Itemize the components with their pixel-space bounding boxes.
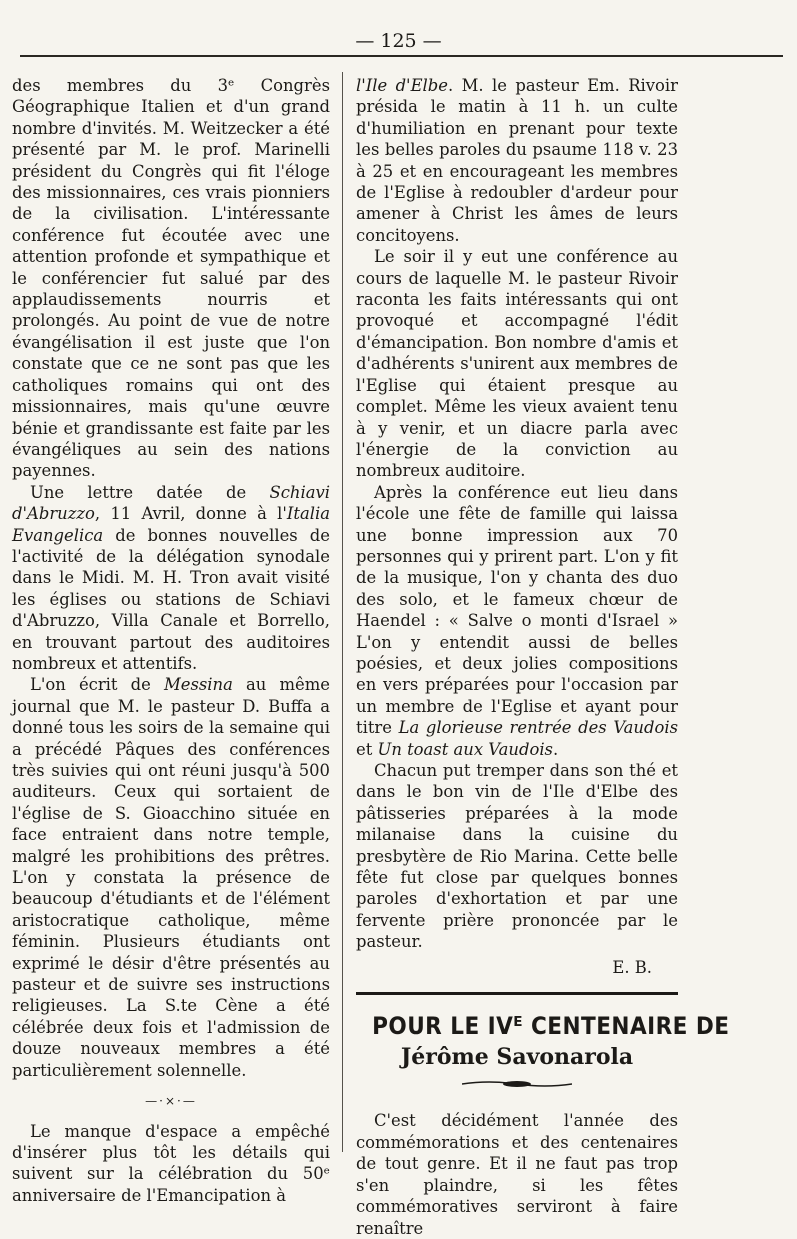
text-span: de bonnes nouvelles de l'activité de la délégation synodale dans le Midi. M. H. Tron avait visité les églises ou stations de Schiavi d'Abruzzo, Villa Canale et Borrello, en trouvant partout des auditoires nombreux et attentifs. bbox=[12, 525, 330, 673]
place-name: Schiavi d'Abruzzo bbox=[12, 482, 330, 524]
column-divider bbox=[342, 72, 343, 1152]
text-span: . bbox=[552, 739, 559, 759]
flourish-icon bbox=[462, 1079, 572, 1089]
section-title: POUR LE IVᴱ CENTENAIRE DE bbox=[372, 1012, 730, 1041]
right-paragraph-3 bbox=[356, 482, 678, 760]
left-paragraph-2 bbox=[12, 482, 330, 675]
text-span: . M. le pasteur Em. Rivoir présida le matin à 11 h. un culte d'humiliation en prenant pour texte les belles paroles du psaume 118 v. 23 à 25 et en encourageant les membres de l'Eglise à redoubler d'ardeur pour amener à Christ les âmes de leurs concitoyens. bbox=[356, 76, 678, 245]
separator-ornament: —·×·— bbox=[145, 1094, 197, 1109]
section-subtitle: Jérôme Savonarola bbox=[400, 1044, 634, 1071]
text-span: Après la conférence eut lieu dans l'école une fête de famille qui laissa une bonne impression aux 70 personnes qui y prirent part. L'on y fit de la musique, l'on y chanta des duo des solo, et le fameux chœur de Haendel : « Salve o monti d'Israel » L'on y entendit aussi de belles poésies, et deux jolies compositions en vers préparées pour l'occasion par un membre de l'Eglise et ayant pour titre bbox=[356, 482, 678, 738]
text-span: Une lettre datée de bbox=[30, 482, 270, 502]
text-span: L'on écrit de bbox=[30, 675, 164, 695]
text-span: au même journal que M. le pasteur D. Buffa a donné tous les soirs de la semaine qui a précédé Pâques des conférences très suivies qui ont réuni jusqu'à 500 auditeurs. Ceux qui sortaient de l'église de S. Gioacchino située en face entraient dans notre temple, malgré les prohibitions des prêtres. L'on y constata la présence de beaucoup d'étudiants et de l'élément aristocratique catholique, même féminin. Plusieurs étudiants ont exprimé le désir d'être présentés au pasteur et de suivre ses instructions religieuses. La S.te Cène a été célébrée deux fois et l'admission de douze nouveaux membres a été particulièrement solennelle. bbox=[12, 675, 330, 1080]
title-ornament bbox=[356, 1075, 678, 1096]
text-span: et bbox=[356, 739, 378, 759]
top-rule bbox=[20, 55, 783, 57]
right-paragraph-2: Le soir il y eut une conférence au cours de laquelle M. le pasteur Rivoir raconta les faits intéressants qui ont provoqué et accompagné l'édit d'émancipation. Bon nombre d'amis et d'adhérents s'unirent aux membres de l'Eglise qui étaient presque au complet. Même les vieux avaient tenu à y venir, et un diacre parla avec l'énergie de la conviction au nombreux auditoire. bbox=[356, 247, 678, 481]
section-rule bbox=[356, 992, 678, 995]
left-paragraph-1: des membres du 3ᵉ Congrès Géographique Italien et d'un grand nombre d'invités. M. Weitzecker a été présenté par M. le prof. Marinelli président du Congrès qui fit l'éloge des missionnaires, ces vrais pionniers de la civilisation. L'intéressante conférence fut écoutée avec une attention profonde et sympathique et le conférencier fut salué par des applaudissements nourris et prolongés. Au point de vue de notre évangélisation il est juste que l'on constate que ce ne sont pas que les catholiques romains qui ont des missionnaires, mais qu'une œuvre bénie et grandissante est faite par les évangéliques au sein des nations payennes. bbox=[12, 76, 330, 481]
right-paragraph-5: C'est décidément l'année des commémorations et des centenaires de tout genre. Et il ne faut pas trop s'en plaindre, si les fêtes commémoratives serviront à faire renaître bbox=[356, 1111, 678, 1238]
right-column bbox=[356, 75, 730, 1239]
text-span: , 11 Avril, donne à l' bbox=[94, 504, 287, 524]
poem-title: La glorieuse rentrée des Vaudois bbox=[398, 718, 679, 738]
poem-title: Un toast aux Vaudois bbox=[377, 739, 553, 759]
left-paragraph-3 bbox=[12, 674, 330, 1081]
right-paragraph-4: Chacun put tremper dans son thé et dans le bon vin de l'Ile d'Elbe des pâtisseries préparées à la mode milanaise dans la cuisine du presbytère de Rio Marina. Cette belle fête fut close par quelques bonnes paroles d'exhortation et par une fervente prière prononcée par le pasteur. bbox=[356, 761, 678, 952]
right-paragraph-1 bbox=[356, 75, 678, 246]
page-number: — 125 — bbox=[355, 30, 442, 52]
left-column bbox=[12, 75, 330, 1206]
author-signature: E. B. bbox=[612, 957, 652, 977]
journal-name: Italia Evangelica bbox=[12, 504, 330, 545]
place-name: l'Ile d'Elbe bbox=[356, 76, 448, 95]
left-paragraph-4: Le manque d'espace a empêché d'insérer plus tôt les détails qui suivent sur la célébration du 50ᵉ anniversaire de l'Emancipation à bbox=[12, 1121, 330, 1205]
place-name: Messina bbox=[164, 675, 233, 695]
